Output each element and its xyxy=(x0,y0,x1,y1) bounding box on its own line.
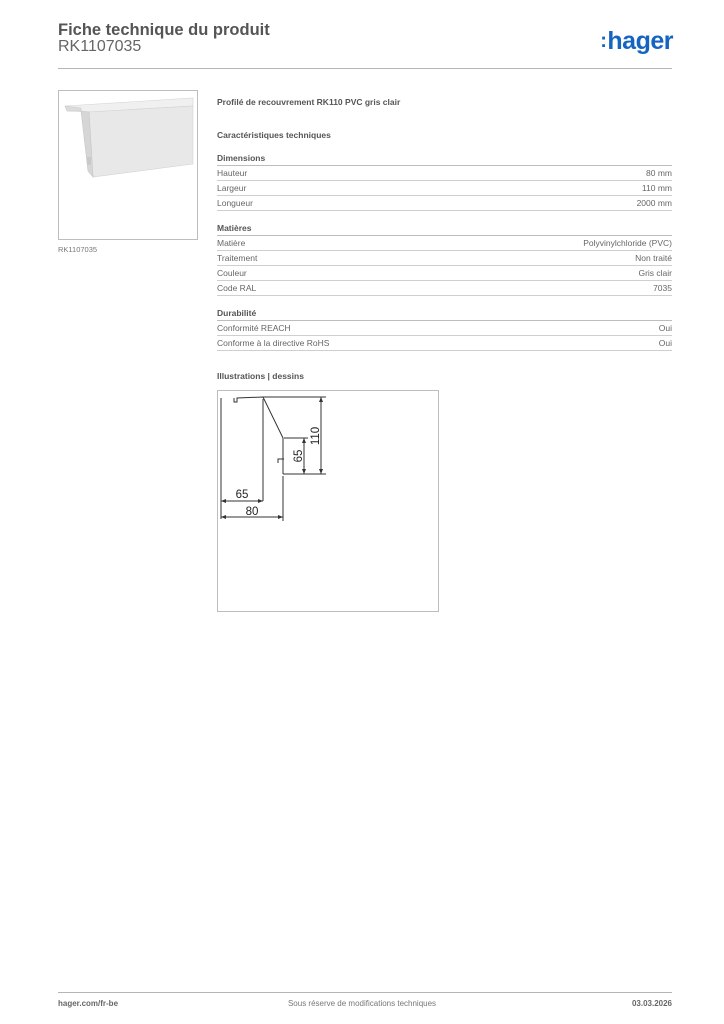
specs-title: Caractéristiques techniques xyxy=(217,130,331,140)
footer-website-link[interactable]: hager.com/fr-be xyxy=(58,999,119,1008)
spec-value: Oui xyxy=(658,323,672,333)
spec-label: Longueur xyxy=(217,198,253,208)
spec-value: Non traité xyxy=(635,253,672,263)
spec-label: Conforme à la directive RoHS xyxy=(217,338,330,348)
profile-render xyxy=(59,91,197,239)
spec-row xyxy=(217,336,672,351)
spec-row xyxy=(217,321,672,336)
spec-row xyxy=(217,266,672,281)
spec-value: 80 mm xyxy=(646,168,672,178)
group-materials-title: Matières xyxy=(217,221,672,236)
page-title: Fiche technique du produit xyxy=(58,21,270,39)
spec-label: Conformité REACH xyxy=(217,323,291,333)
spec-label: Traitement xyxy=(217,253,258,263)
spec-value: 2000 mm xyxy=(636,198,672,208)
spec-value: Gris clair xyxy=(638,268,672,278)
product-code: RK1107035 xyxy=(58,38,142,55)
spec-row xyxy=(217,196,672,211)
spec-value: Polyvinylchloride (PVC) xyxy=(583,238,672,248)
hager-logo[interactable] xyxy=(600,27,673,56)
spec-row xyxy=(217,281,672,296)
illustrations-title: Illustrations | dessins xyxy=(217,371,304,381)
spec-row xyxy=(217,251,672,266)
footer-date: 03.03.2026 xyxy=(631,999,672,1008)
product-photo xyxy=(58,90,198,240)
spec-row xyxy=(217,236,672,251)
dimension-65-horizontal-label: 65 xyxy=(235,489,249,501)
footer-disclaimer: Sous réserve de modifications techniques xyxy=(287,999,437,1008)
dimension-65-vertical-label: 65 xyxy=(293,449,305,463)
logo-dots: : xyxy=(600,30,607,52)
footer-divider xyxy=(58,992,672,993)
spec-row xyxy=(217,181,672,196)
spec-label: Couleur xyxy=(217,268,247,278)
drawing-svg xyxy=(218,391,438,611)
dimension-drawing xyxy=(217,390,439,612)
dimension-110-label: 110 xyxy=(310,426,322,446)
spec-content xyxy=(217,95,672,383)
logo-text: hager xyxy=(607,27,673,55)
spec-label: Largeur xyxy=(217,183,247,193)
spec-value: 7035 xyxy=(653,283,672,293)
spec-label: Matière xyxy=(217,238,246,248)
spec-row xyxy=(217,166,672,181)
dimension-80-label: 80 xyxy=(245,506,259,518)
spec-value: 110 mm xyxy=(641,183,672,193)
header-divider xyxy=(58,68,672,69)
spec-label: Hauteur xyxy=(217,168,248,178)
product-name: Profilé de recouvrement RK110 PVC gris clair xyxy=(217,97,401,107)
group-durability-title: Durabilité xyxy=(217,306,672,321)
photo-caption: RK1107035 xyxy=(58,245,98,254)
spec-value: Oui xyxy=(658,338,672,348)
spec-label: Code RAL xyxy=(217,283,257,293)
group-dimensions-title: Dimensions xyxy=(217,151,672,166)
